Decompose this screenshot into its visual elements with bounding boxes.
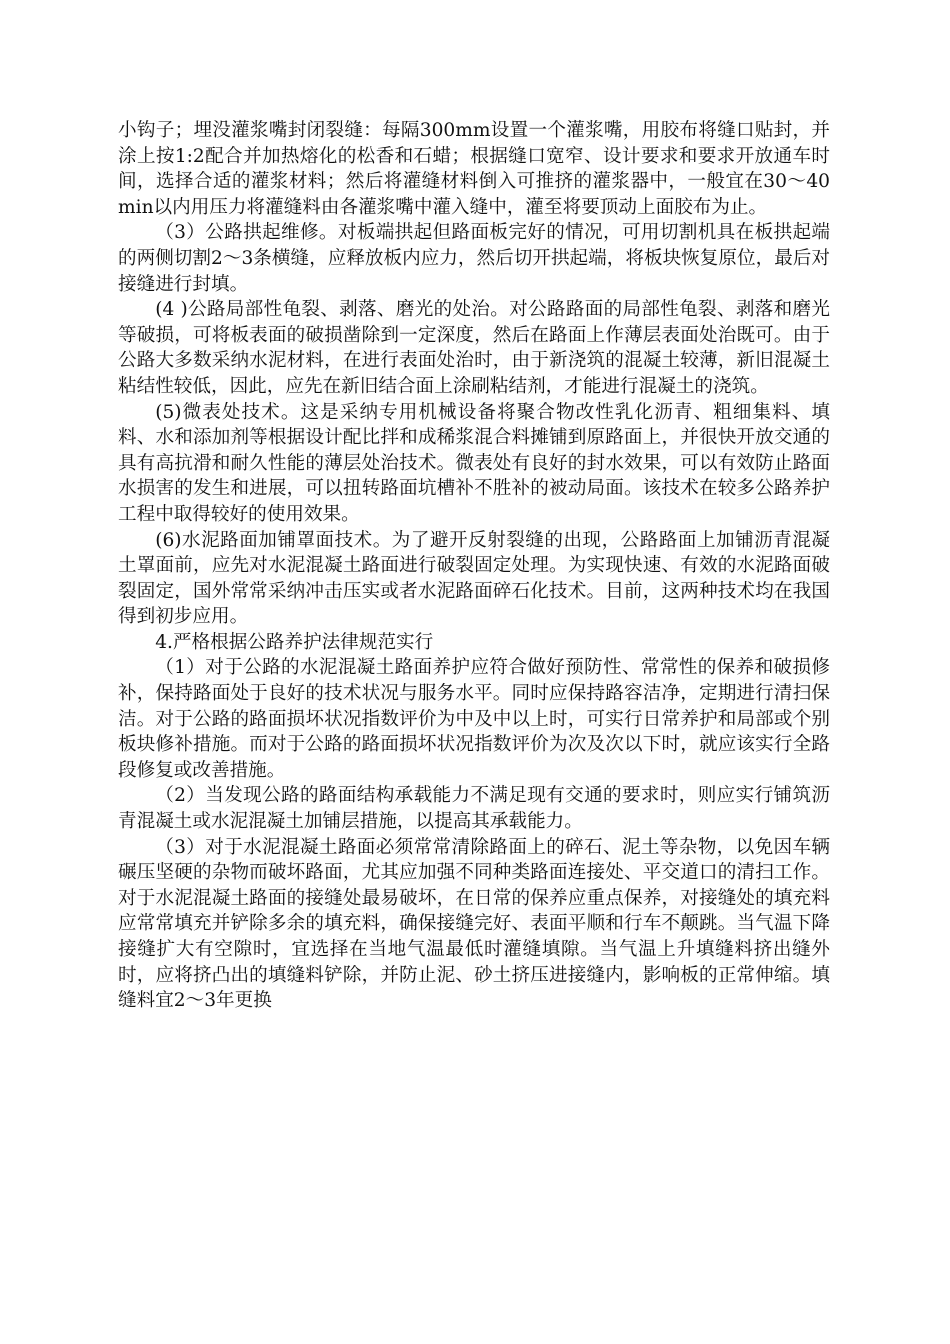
document-page [118, 118, 830, 1014]
paragraph-rule-3: （3）对于水泥混凝土路面必须常常清除路面上的碎石、泥土等杂物，以免因车辆碾压坚硬的杂物而破坏路面，尤其应加强不同种类路面连接处、平交道口的清扫工作。对于水泥混凝土路面的接缝处最易破坏，在日常的保养应重点保养，对接缝处的填充料应常常填充并铲除多余的填充料，确保接缝完好、表面平顺和行车不颠跳。当气温下降接缝扩大有空隙时，宜选择在当地气温最低时灌缝填隙。当气温上升填缝料挤出缝外时，应将挤凸出的填缝料铲除，并防止泥、砂土挤压进接缝内，影响板的正常伸缩。填缝料宜2～3年更换 [118, 836, 830, 1012]
section-heading-4: 4.严格根据公路养护法律规范实行 [155, 631, 434, 653]
paragraph-item-4-local-cracking: (4 )公路局部性龟裂、剥落、磨光的处治。对公路路面的局部性龟裂、剥落和磨光等破损，可将板表面的破损凿除到一定深度，然后在路面上作薄层表面处治既可。由于公路大多数采纳水泥材料，在进行表面处治时，由于新浇筑的混凝土较薄，新旧混凝土粘结性较低，因此，应先在新旧结合面上涂刷粘结剂，才能进行混凝土的浇筑。 [118, 299, 830, 397]
paragraph-item-3-arch-repair: （3）公路拱起维修。对板端拱起但路面板完好的情况，可用切割机具在板拱起端的两侧切割2～3条横缝，应释放板内应力，然后切开拱起端，将板块恢复原位，最后对接缝进行封填。 [118, 222, 830, 295]
paragraph-continuation: 小钩子；埋没灌浆嘴封闭裂缝：每隔300mm设置一个灌浆嘴，用胶布将缝口贴封，并涂上按1:2配合并加热熔化的松香和石蜡；根据缝口宽窄、设计要求和要求开放通车时间，选择合适的灌浆材料；然后将灌缝材料倒入可推挤的灌浆器中，一般宜在30～40min以内用压力将灌缝料由各灌浆嘴中灌入缝中，灌至将要顶动上面胶布为止。 [118, 120, 830, 218]
paragraph-item-5-micro-surfacing: (5)微表处技术。这是采纳专用机械设备将聚合物改性乳化沥青、粗细集料、填料、水和添加剂等根据设计配比拌和成稀浆混合料摊铺到原路面上，并很快开放交通的具有高抗滑和耐久性能的薄层处治技术。微表处有良好的封水效果，可以有效防止路面水损害的发生和进展，可以扭转路面坑槽补不胜补的被动局面。该技术在较多公路养护工程中取得较好的使用效果。 [118, 401, 830, 525]
paragraph-rule-2: （2）当发现公路的路面结构承载能力不满足现有交通的要求时，则应实行铺筑沥青混凝土或水泥混凝土加铺层措施，以提高其承载能力。 [118, 785, 830, 833]
paragraph-item-6-overlay: (6)水泥路面加铺罩面技术。为了避开反射裂缝的出现，公路路面上加铺沥青混凝土罩面前，应先对水泥混凝土路面进行破裂固定处理。为实现快速、有效的水泥路面破裂固定，国外常常采纳冲击压实或者水泥路面碎石化技术。目前，这两种技术均在我国得到初步应用。 [118, 529, 830, 628]
paragraph-rule-1: （1）对于公路的水泥混凝土路面养护应符合做好预防性、常常性的保养和破损修补，保持路面处于良好的技术状况与服务水平。同时应保持路容洁净，定期进行清扫保洁。对于公路的路面损坏状况指数评价为中及中以上时，可实行日常养护和局部或个别板块修补措施。而对于公路的路面损坏状况指数评价为次及次以下时，就应该实行全路段修复或改善措施。 [118, 657, 830, 781]
